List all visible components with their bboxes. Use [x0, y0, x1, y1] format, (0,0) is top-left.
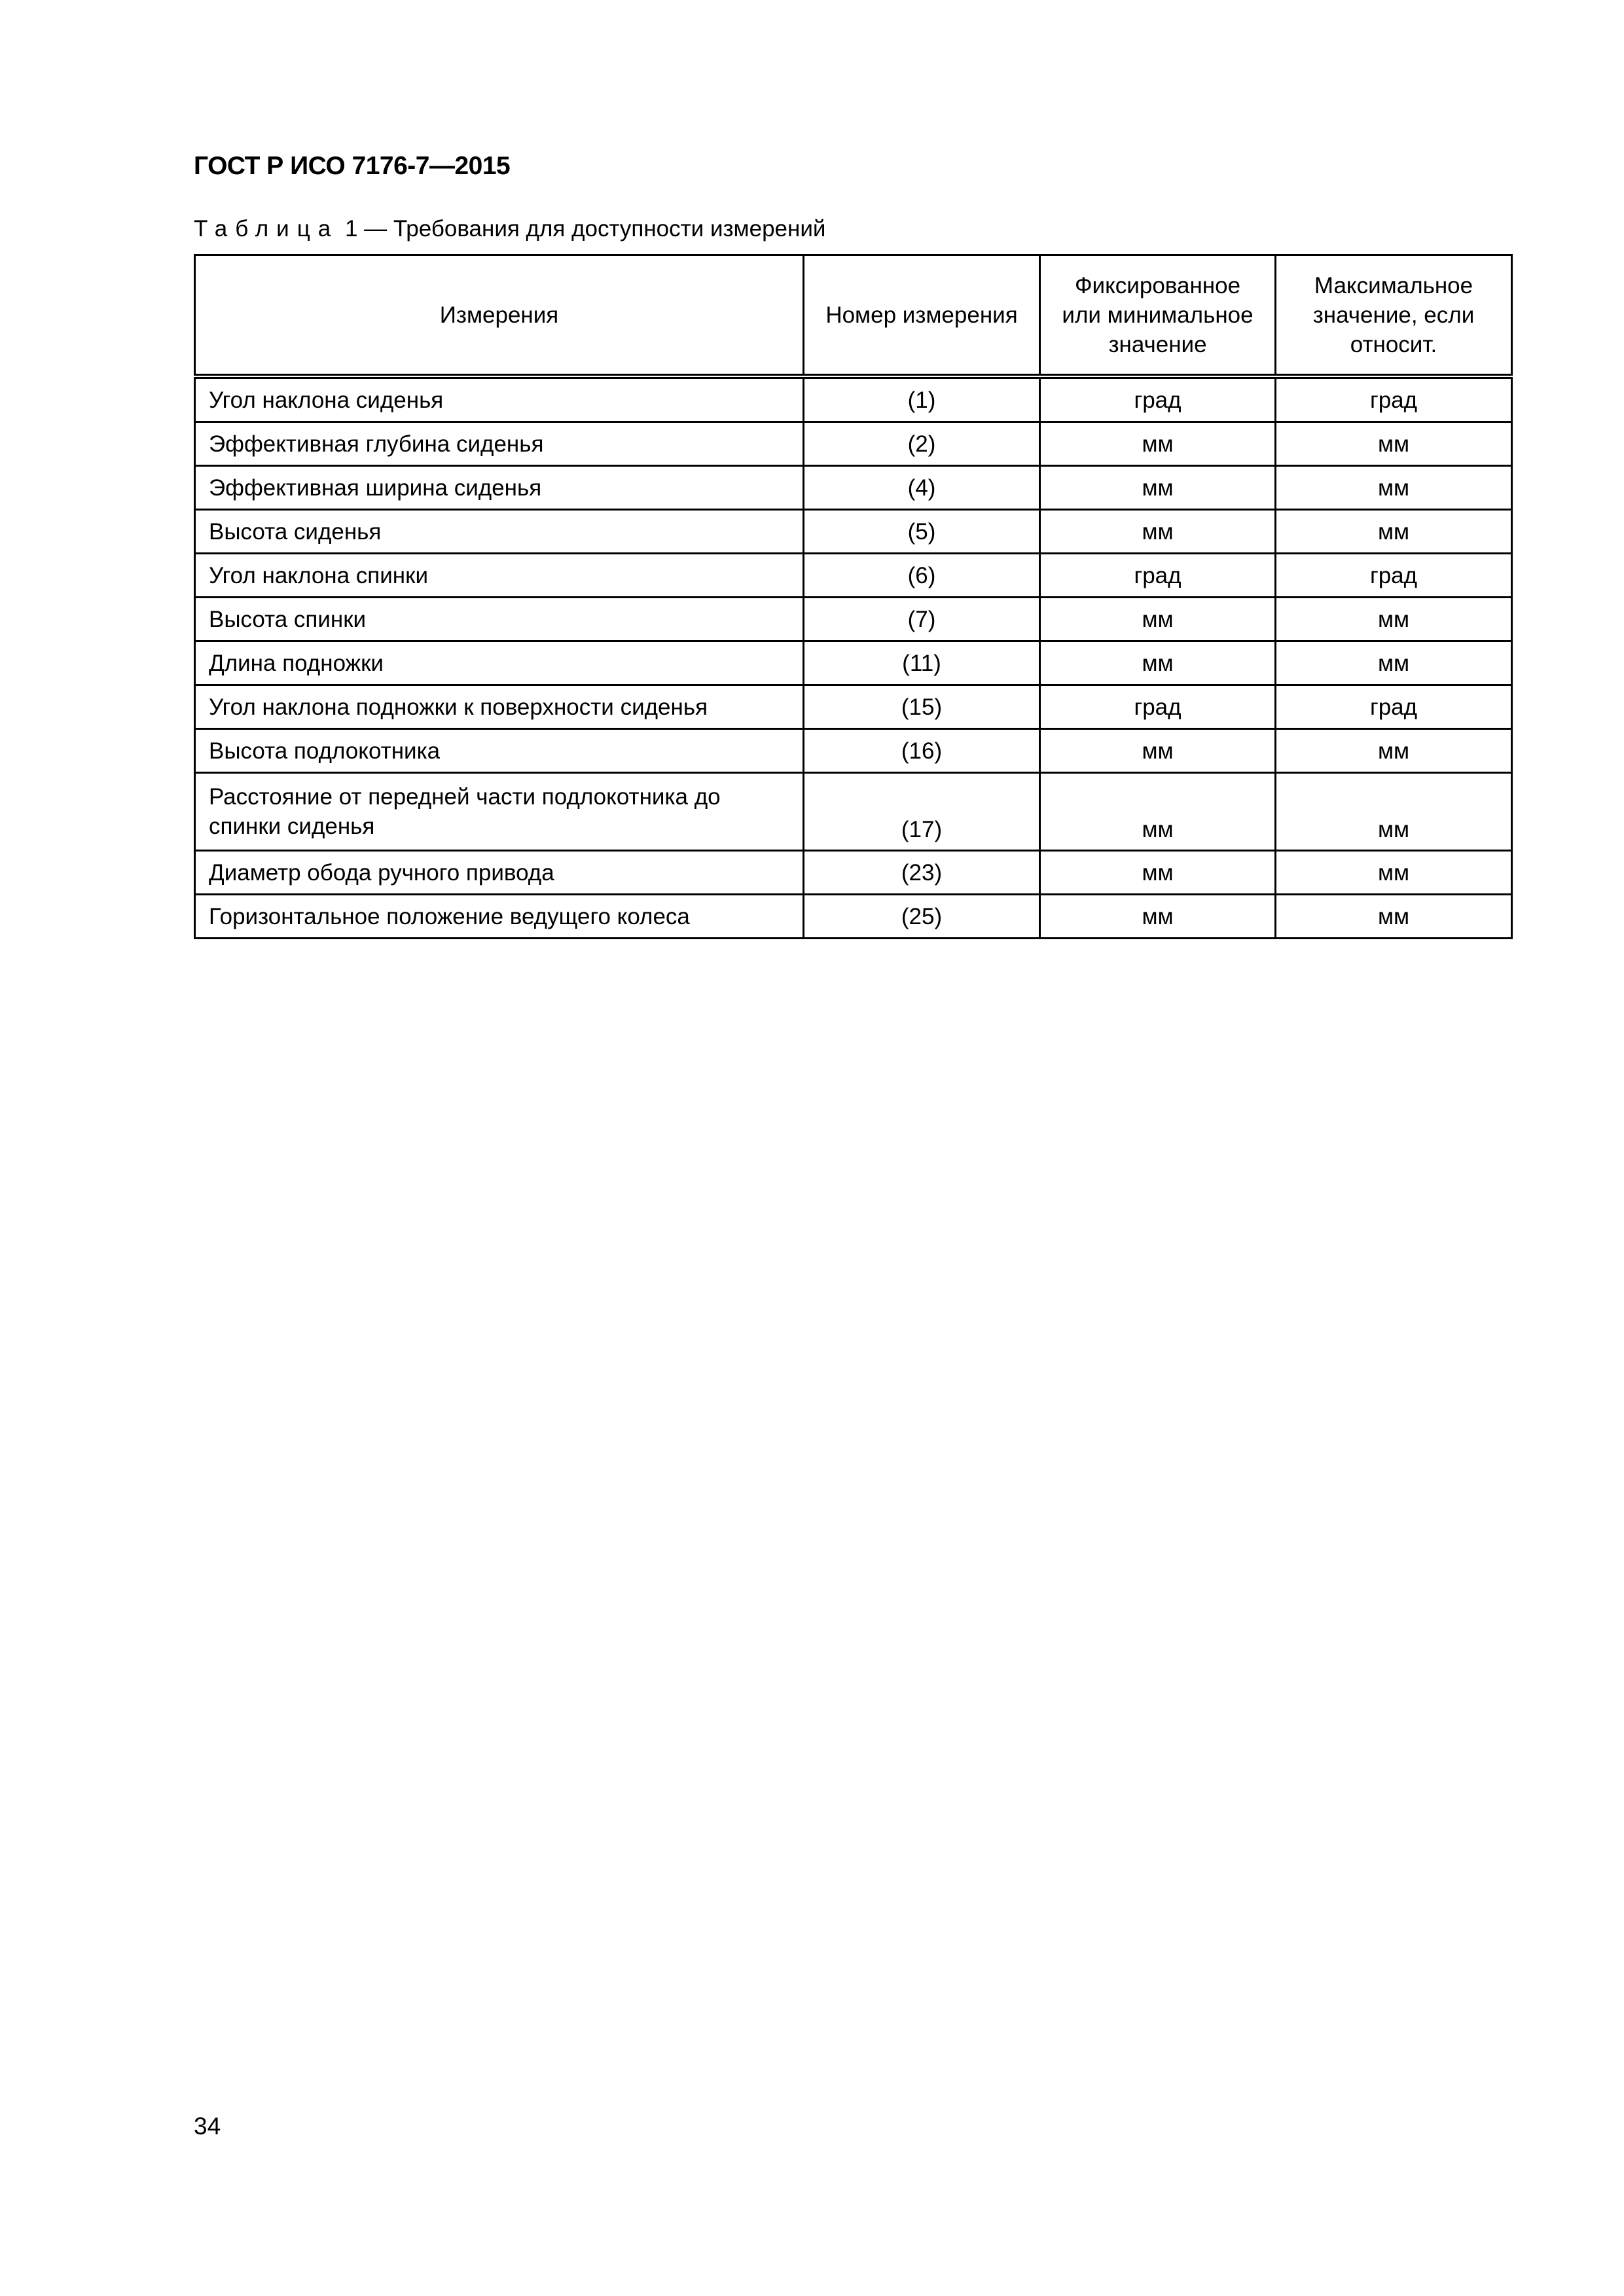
max-value-cell: мм: [1276, 598, 1512, 641]
max-value-cell: град: [1276, 685, 1512, 729]
max-value-cell: мм: [1276, 641, 1512, 685]
fixed-value-cell: мм: [1040, 773, 1276, 851]
table-row: [195, 376, 1512, 422]
table-row: [195, 773, 1512, 851]
measurement-cell: Высота подлокотника: [195, 729, 804, 773]
measurement-cell: Угол наклона подножки к поверхности сиденья: [195, 685, 804, 729]
fixed-value-cell: град: [1040, 376, 1276, 422]
max-value-cell: мм: [1276, 466, 1512, 510]
table-row: [195, 685, 1512, 729]
max-value-cell: мм: [1276, 895, 1512, 939]
measurement-cell: Длина подножки: [195, 641, 804, 685]
number-cell: (7): [804, 598, 1040, 641]
max-value-cell: мм: [1276, 510, 1512, 554]
table-caption: [194, 216, 825, 242]
table-row: [195, 729, 1512, 773]
table-row: [195, 510, 1512, 554]
max-value-cell: град: [1276, 376, 1512, 422]
measurement-cell: Эффективная ширина сиденья: [195, 466, 804, 510]
number-cell: (23): [804, 851, 1040, 895]
number-cell: (1): [804, 376, 1040, 422]
table-row: [195, 422, 1512, 466]
table-caption-word: Таблица: [194, 216, 339, 242]
measurement-cell: Угол наклона сиденья: [195, 376, 804, 422]
fixed-value-cell: мм: [1040, 598, 1276, 641]
fixed-value-cell: мм: [1040, 895, 1276, 939]
measurement-cell: Горизонтальное положение ведущего колеса: [195, 895, 804, 939]
table-row: [195, 598, 1512, 641]
table-row: [195, 851, 1512, 895]
table-header-row: [195, 255, 1512, 377]
max-value-cell: мм: [1276, 773, 1512, 851]
measurement-cell: Высота спинки: [195, 598, 804, 641]
measurement-cell: Угол наклона спинки: [195, 554, 804, 598]
measurement-cell: Диаметр обода ручного привода: [195, 851, 804, 895]
number-cell: (2): [804, 422, 1040, 466]
page-number: 34: [194, 2113, 221, 2140]
fixed-value-cell: мм: [1040, 851, 1276, 895]
document-header: ГОСТ Р ИСО 7176-7—2015: [194, 152, 511, 180]
fixed-value-cell: мм: [1040, 729, 1276, 773]
fixed-value-cell: мм: [1040, 422, 1276, 466]
requirements-table: [194, 254, 1513, 939]
table-row: [195, 466, 1512, 510]
max-value-cell: мм: [1276, 729, 1512, 773]
number-cell: (17): [804, 773, 1040, 851]
column-header-max: Максимальное значение, если относит.: [1276, 255, 1512, 377]
number-cell: (25): [804, 895, 1040, 939]
table-row: [195, 895, 1512, 939]
number-cell: (4): [804, 466, 1040, 510]
column-header-number: Номер измерения: [804, 255, 1040, 377]
max-value-cell: град: [1276, 554, 1512, 598]
number-cell: (5): [804, 510, 1040, 554]
table-row: [195, 554, 1512, 598]
table-row: [195, 641, 1512, 685]
column-header-measurement: Измерения: [195, 255, 804, 377]
number-cell: (16): [804, 729, 1040, 773]
fixed-value-cell: мм: [1040, 641, 1276, 685]
fixed-value-cell: мм: [1040, 466, 1276, 510]
measurement-cell: Эффективная глубина сиденья: [195, 422, 804, 466]
number-cell: (11): [804, 641, 1040, 685]
number-cell: (6): [804, 554, 1040, 598]
max-value-cell: мм: [1276, 851, 1512, 895]
number-cell: (15): [804, 685, 1040, 729]
max-value-cell: мм: [1276, 422, 1512, 466]
table-caption-text: 1 — Требования для доступности измерений: [338, 216, 826, 242]
fixed-value-cell: мм: [1040, 510, 1276, 554]
fixed-value-cell: град: [1040, 685, 1276, 729]
measurement-cell: Высота сиденья: [195, 510, 804, 554]
column-header-fixed: Фиксированное или минимальное значение: [1040, 255, 1276, 377]
fixed-value-cell: град: [1040, 554, 1276, 598]
measurement-cell: Расстояние от передней части подлокотника до спинки сиденья: [195, 773, 804, 851]
